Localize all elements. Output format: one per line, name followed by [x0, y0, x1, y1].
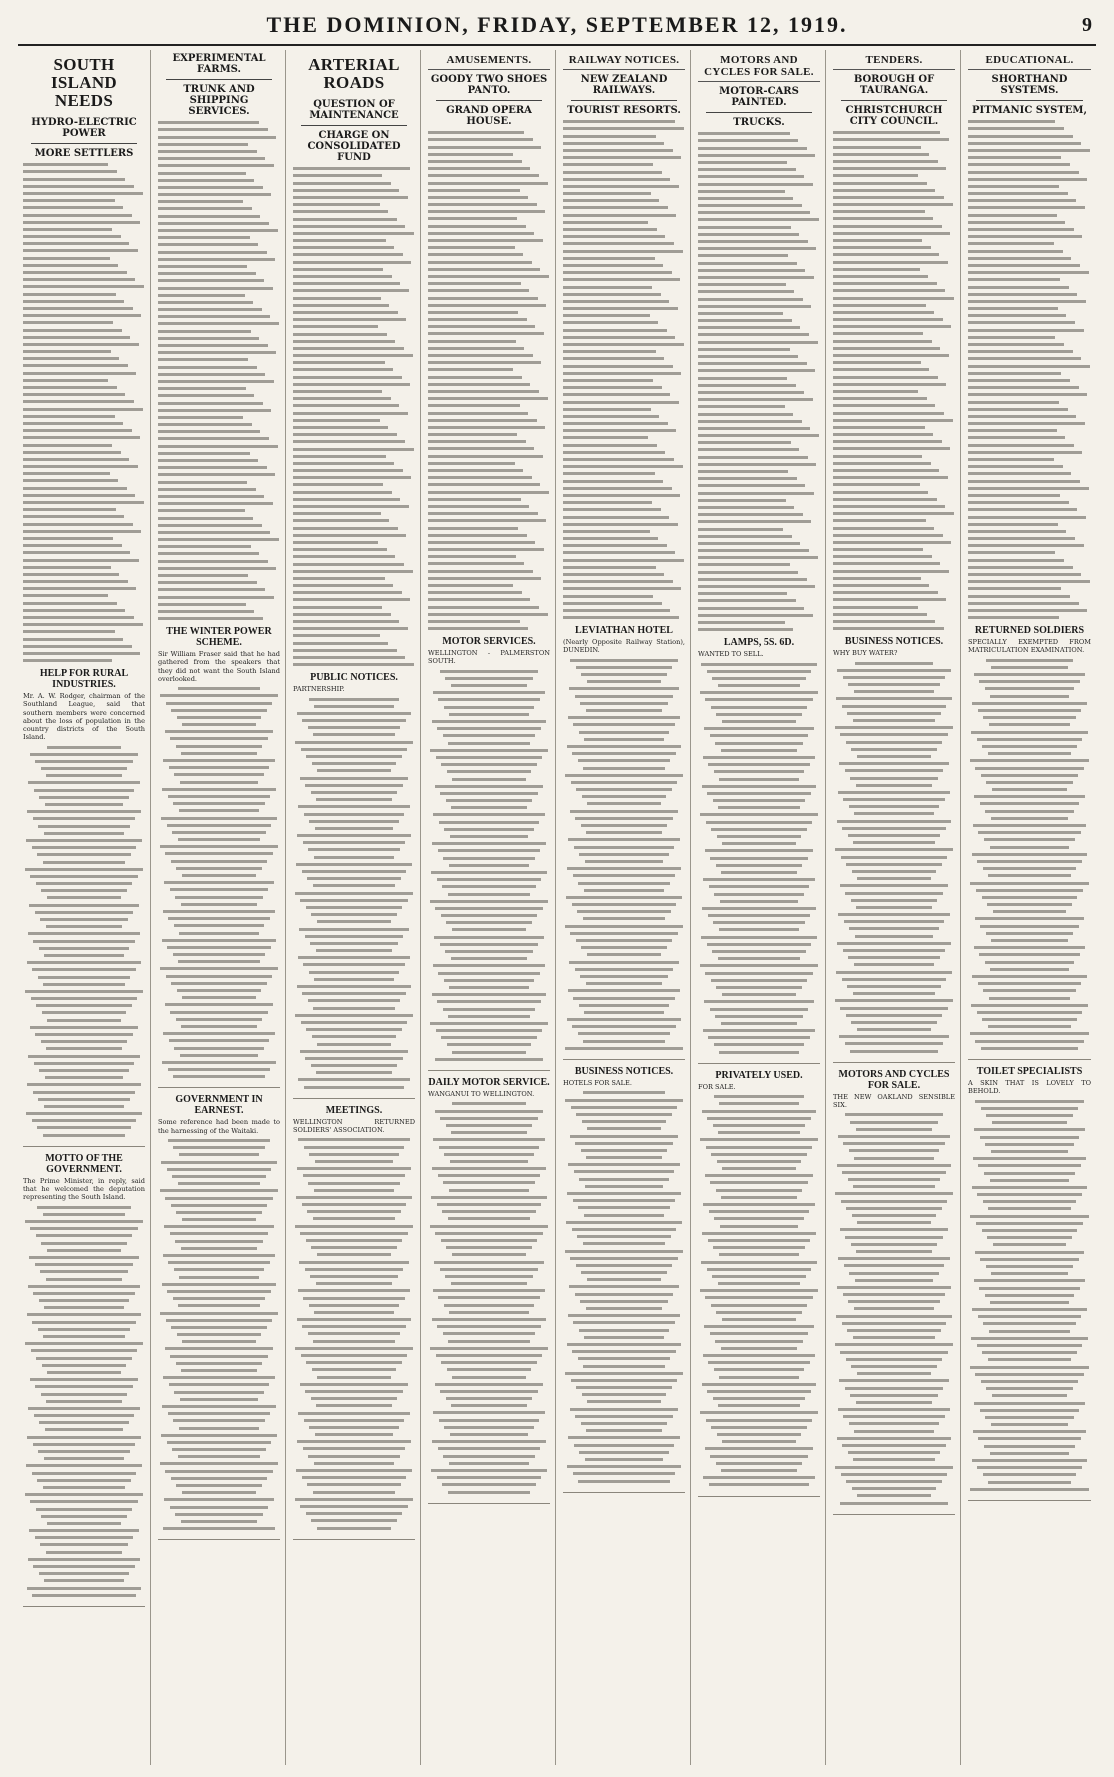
- ad-title: RETURNED SOLDIERS: [974, 625, 1085, 637]
- ad-title: PRIVATELY USED.: [715, 1069, 803, 1081]
- body-text-block: [158, 121, 280, 620]
- advertisement: [698, 637, 820, 1064]
- column-subheading-2: TRUNK AND SHIPPING SERVICES.: [183, 84, 255, 117]
- column-heading: AMUSEMENTS.: [428, 50, 550, 70]
- column-subheading-2: GRAND OPERA HOUSE.: [446, 105, 532, 127]
- column-subheading: SHORTHAND SYSTEMS.: [991, 74, 1068, 96]
- body-text-block: [428, 670, 550, 1061]
- ad-text: WANTED TO SELL.: [698, 650, 764, 659]
- column-subheading-2: CHARGE ON CONSOLIDATED FUND: [307, 130, 401, 163]
- body-text-block: [428, 1102, 550, 1493]
- body-text-block: [23, 163, 145, 662]
- ad-text: THE NEW OAKLAND SENSIBLE SIX.: [833, 1092, 955, 1110]
- body-text-block: [428, 131, 550, 630]
- body-text-block: [698, 1095, 820, 1486]
- column-6: [693, 50, 826, 1765]
- column-7: [828, 50, 961, 1765]
- divider: [571, 100, 677, 101]
- column-heading: MOTORS AND CYCLES FOR SALE.: [698, 50, 820, 82]
- body-text-block: [698, 132, 820, 631]
- column-8: [963, 50, 1096, 1765]
- column-subheading: HYDRO-ELECTRIC POWER: [31, 117, 137, 139]
- column-subheading-2: MORE SETTLERS: [34, 148, 134, 159]
- body-text-block: [563, 1091, 685, 1482]
- body-text-block: [293, 167, 415, 666]
- column-4: [423, 50, 556, 1765]
- ad-title: PUBLIC NOTICES.: [310, 672, 398, 684]
- ad-text: (Nearly Opposite Railway Station), DUNEDIN.: [563, 638, 685, 655]
- body-text-block: [833, 1113, 955, 1504]
- ad-title: LEVIATHAN HOTEL: [575, 625, 673, 637]
- page-number: 9: [1082, 14, 1092, 36]
- divider: [166, 79, 272, 80]
- advertisement: [968, 1066, 1091, 1501]
- column-subheading: GOODY TWO SHOES PANTO.: [430, 74, 548, 96]
- column-5: [558, 50, 691, 1765]
- ad-text: HOTELS FOR SALE.: [563, 1079, 632, 1088]
- column-3: [288, 50, 421, 1765]
- ad-text: FOR SALE.: [698, 1082, 736, 1091]
- ad-text: WELLINGTON RETURNED SOLDIERS' ASSOCIATION.: [293, 1117, 415, 1135]
- body-text-block: [968, 659, 1091, 1050]
- ad-title: HELP FOR RURAL INDUSTRIES.: [39, 668, 129, 691]
- masthead: [18, 10, 1096, 46]
- body-text-block: [698, 663, 820, 1054]
- divider: [31, 143, 137, 144]
- ad-text: A SKIN THAT IS LOVELY TO BEHOLD.: [968, 1079, 1091, 1096]
- body-text-block: [968, 1100, 1091, 1491]
- ad-title: MOTORS AND CYCLES FOR SALE.: [838, 1068, 950, 1091]
- body-text-block: [158, 1139, 280, 1530]
- body-text-block: [563, 659, 685, 1050]
- advertisement: [563, 1066, 685, 1493]
- ad-text: WHY BUY WATER?: [833, 649, 898, 658]
- divider: [706, 112, 812, 113]
- ad-title: TOILET SPECIALISTS: [976, 1066, 1083, 1078]
- column-heading: EDUCATIONAL.: [968, 50, 1091, 70]
- column-subheading: QUESTION OF MAINTENANCE: [309, 99, 399, 121]
- body-text-block: [968, 120, 1091, 619]
- body-text-block: [563, 120, 685, 619]
- column-heading: RAILWAY NOTICES.: [563, 50, 685, 70]
- ad-text: The Prime Minister, in reply, said that he welcomed the deputation representing the South Island.: [23, 1176, 145, 1202]
- advertisement: [968, 625, 1091, 1060]
- column-heading: ARTERIAL ROADS: [308, 55, 400, 92]
- newspaper-columns: [18, 50, 1096, 1765]
- column-subheading-2: TRUCKS.: [733, 117, 785, 128]
- advertisement: [158, 626, 280, 1088]
- ad-text: Some reference had been made to the harnessing of the Waitaki.: [158, 1118, 280, 1135]
- column-subheading-2: TOURIST RESORTS.: [567, 105, 681, 116]
- column-1: [18, 50, 151, 1765]
- advertisement: [23, 668, 145, 1147]
- column-subheading: NEW ZEALAND RAILWAYS.: [580, 74, 668, 96]
- body-text-block: [833, 131, 955, 630]
- column-subheading: BOROUGH OF TAURANGA.: [853, 74, 935, 96]
- column-heading: SOUTH ISLAND NEEDS: [50, 55, 118, 110]
- ad-title: BUSINESS NOTICES.: [574, 1066, 674, 1078]
- ad-title: MOTOR SERVICES.: [442, 636, 536, 648]
- column-heading: TENDERS.: [833, 50, 955, 70]
- advertisement: [833, 1069, 955, 1515]
- advertisement: [23, 1153, 145, 1607]
- divider: [976, 100, 1083, 101]
- column-2: [153, 50, 286, 1765]
- advertisement: [293, 1105, 415, 1540]
- body-text-block: [293, 698, 415, 1089]
- body-text-block: [23, 1206, 145, 1597]
- ad-text: WELLINGTON - PALMERSTON SOUTH.: [428, 649, 550, 666]
- advertisement: [833, 636, 955, 1063]
- advertisement: [158, 1094, 280, 1540]
- advertisement: [563, 625, 685, 1060]
- advertisement: [428, 636, 550, 1071]
- divider: [436, 100, 542, 101]
- ad-title: LAMPS, 5S. 6D.: [723, 637, 795, 649]
- column-subheading-2: CHRISTCHURCH CITY COUNCIL.: [845, 105, 943, 127]
- column-subheading: MOTOR-CARS PAINTED.: [719, 86, 799, 108]
- ad-text: SPECIALLY EXEMPTED FROM MATRICULATION EXAMINATION.: [968, 638, 1091, 655]
- divider: [301, 125, 407, 126]
- body-text-block: [23, 746, 145, 1137]
- ad-title: MOTTO OF THE GOVERNMENT.: [45, 1152, 123, 1175]
- advertisement: [293, 672, 415, 1099]
- ad-text: WANGANUI TO WELLINGTON.: [428, 1090, 535, 1099]
- ad-text: PARTNERSHIP.: [293, 685, 345, 694]
- ad-title: MEETINGS.: [325, 1104, 383, 1116]
- advertisement: [698, 1070, 820, 1497]
- ad-title: GOVERNMENT IN EARNEST.: [175, 1094, 263, 1117]
- body-text-block: [293, 1138, 415, 1529]
- newspaper-title: THE DOMINION, FRIDAY, SEPTEMBER 12, 1919.: [266, 12, 848, 37]
- column-subheading-2: PITMANIC SYSTEM,: [972, 105, 1087, 116]
- body-text-block: [833, 662, 955, 1053]
- ad-title: THE WINTER POWER SCHEME.: [166, 626, 272, 649]
- ad-text: Sir William Fraser said that he had gathered from the speakers that they did not want the South Island overlooked.: [158, 650, 280, 683]
- column-subheading: EXPERIMENTAL FARMS.: [172, 53, 266, 75]
- body-text-block: [158, 687, 280, 1078]
- ad-title: BUSINESS NOTICES.: [844, 636, 944, 648]
- advertisement: [428, 1077, 550, 1504]
- ad-text: Mr. A. W. Rodger, chairman of the Southland League, said that southern members were concerned about the loss of population in the country districts of the South Island.: [23, 692, 145, 742]
- divider: [841, 100, 947, 101]
- ad-title: DAILY MOTOR SERVICE.: [428, 1077, 550, 1089]
